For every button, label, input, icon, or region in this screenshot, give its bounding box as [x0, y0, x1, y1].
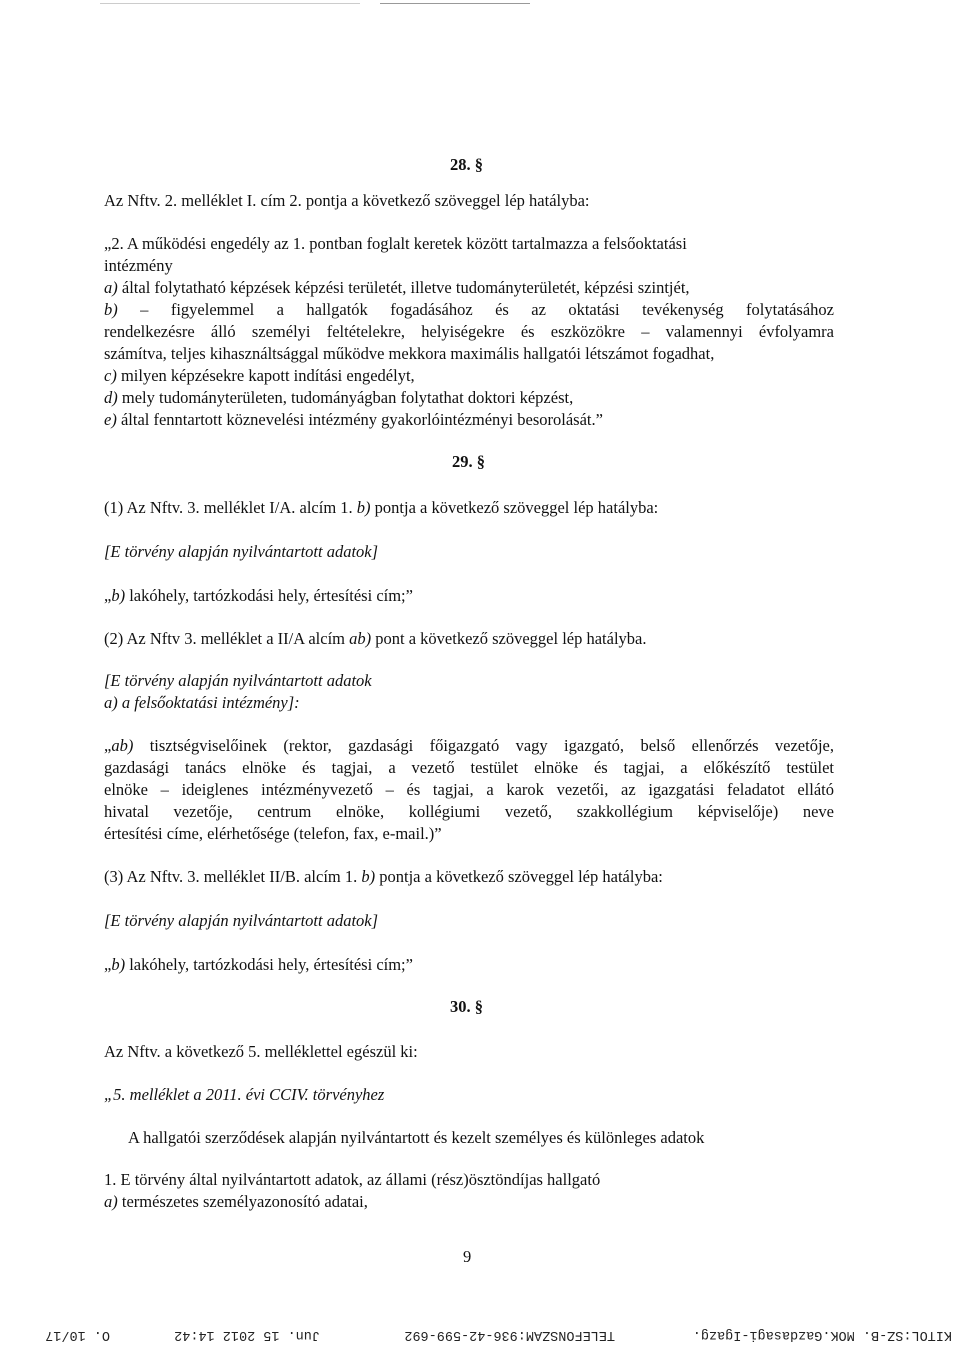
bracket-heading: [E törvény alapján nyilvántartott adatok] [104, 542, 379, 561]
bracket-heading: a) a felsőoktatási intézmény]: [104, 693, 300, 712]
paragraph-line: Az Nftv. a következő 5. melléklettel egészül ki: [104, 1042, 418, 1061]
fax-sender: KITOL:SZ-B. MOK.Gazdasagi-Igazg. [692, 1327, 952, 1342]
list-marker: d) [104, 388, 118, 407]
fax-phone: TELEFONSZAM:936-42-599-692 [404, 1327, 615, 1342]
paragraph-line: elnöke – ideiglenes intézményvezető – és tagjai, a karok vezetői, az igazgatási feladatot ellátó [104, 780, 834, 799]
bracket-heading: [E törvény alapján nyilvántartott adatok] [104, 911, 379, 930]
paragraph-line: (3) Az Nftv. 3. melléklet II/B. alcím 1. b) pontja a következő szöveggel lép hatályba: [104, 867, 663, 886]
section-heading-29: 29. § [452, 452, 485, 471]
list-item-a [104, 277, 690, 299]
paragraph-line: számítva, teljes kihasználtsággal működve mekkora maximális hallgatói létszámot fogadhat, [104, 344, 715, 363]
list-text: természetes személyazonosító adatai, [117, 1192, 368, 1211]
list-item-c [104, 365, 415, 387]
list-marker: a) [104, 278, 118, 297]
paragraph-line: hivatal vezetője, centrum elnöke, kollégiumi vezető, szakkollégium képviselője) neve [104, 802, 834, 821]
list-marker: a) [104, 1192, 118, 1211]
list-marker: e) [104, 410, 117, 429]
scan-artifact-line [380, 3, 530, 4]
list-item-a [104, 1191, 368, 1213]
list-item-b [104, 299, 834, 321]
section-heading-30: 30. § [450, 997, 483, 1016]
paragraph-line: értesítési címe, elérhetősége (telefon, fax, e-mail.)” [104, 824, 442, 843]
paragraph-line: (2) Az Nftv 3. melléklet a II/A alcím ab) pont a következő szöveggel lép hatályba. [104, 629, 647, 648]
fax-date: Jun. 15 2012 14:42 [174, 1327, 320, 1342]
paragraph-line: „2. A működési engedély az 1. pontban foglalt keretek között tartalmazza a felsőoktatási [104, 234, 687, 253]
quoted-line: „ab) tisztségviselőinek (rektor, gazdasági főigazgató vagy igazgató, belső ellenőrzés vezetője, [104, 736, 834, 755]
bracket-heading: [E törvény alapján nyilvántartott adatok [104, 671, 372, 690]
annex-title: „5. melléklet a 2011. évi CCIV. törvényhez [104, 1085, 385, 1104]
fax-footer [0, 1318, 960, 1348]
list-text: által fenntartott köznevelési intézmény gyakorlóintézményi besorolását.” [116, 410, 603, 429]
paragraph-line: (1) Az Nftv. 3. melléklet I/A. alcím 1. b) pontja a következő szöveggel lép hatályba: [104, 498, 659, 517]
list-text: által folytatható képzések képzési területét, illetve tudományterületét, képzési szintjét, [117, 278, 690, 297]
quoted-line: „b) lakóhely, tartózkodási hely, értesítési cím;” [104, 955, 413, 974]
annex-heading: A hallgatói szerződések alapján nyilvántartott és kezelt személyes és különleges adatok [128, 1128, 705, 1147]
list-marker: b) [104, 300, 118, 319]
section-heading-28: 28. § [450, 155, 483, 174]
list-item-e [104, 409, 603, 431]
page-number: 9 [463, 1247, 472, 1266]
paragraph-line: 1. E törvény által nyilvántartott adatok, az állami (rész)ösztöndíjas hallgató [104, 1170, 601, 1189]
list-marker: c) [104, 366, 117, 385]
list-text: milyen képzésekre kapott indítási engedélyt, [116, 366, 415, 385]
scan-artifact-line [100, 3, 360, 4]
paragraph-line: Az Nftv. 2. melléklet I. cím 2. pontja a következő szöveggel lép hatályba: [104, 191, 590, 210]
paragraph-line: gazdasági tanács elnöke és tagjai, a vezető testület elnöke és tagjai, a előkészítő testület [104, 758, 834, 777]
fax-page: O. 10/17 [45, 1327, 110, 1342]
list-text: mely tudományterületen, tudományágban folytathat doktori képzést, [117, 388, 574, 407]
paragraph-line: rendelkezésre álló személyi feltételekre, helyiségekre és eszközökre – valamennyi évfolyamra [104, 322, 834, 341]
list-item-d [104, 387, 573, 409]
quoted-line: „b) lakóhely, tartózkodási hely, értesítési cím;” [104, 586, 413, 605]
list-text: – figyelemmel a hallgatók fogadásához és az oktatási tevékenység folytatásához [117, 300, 834, 319]
paragraph-line: intézmény [104, 256, 173, 275]
